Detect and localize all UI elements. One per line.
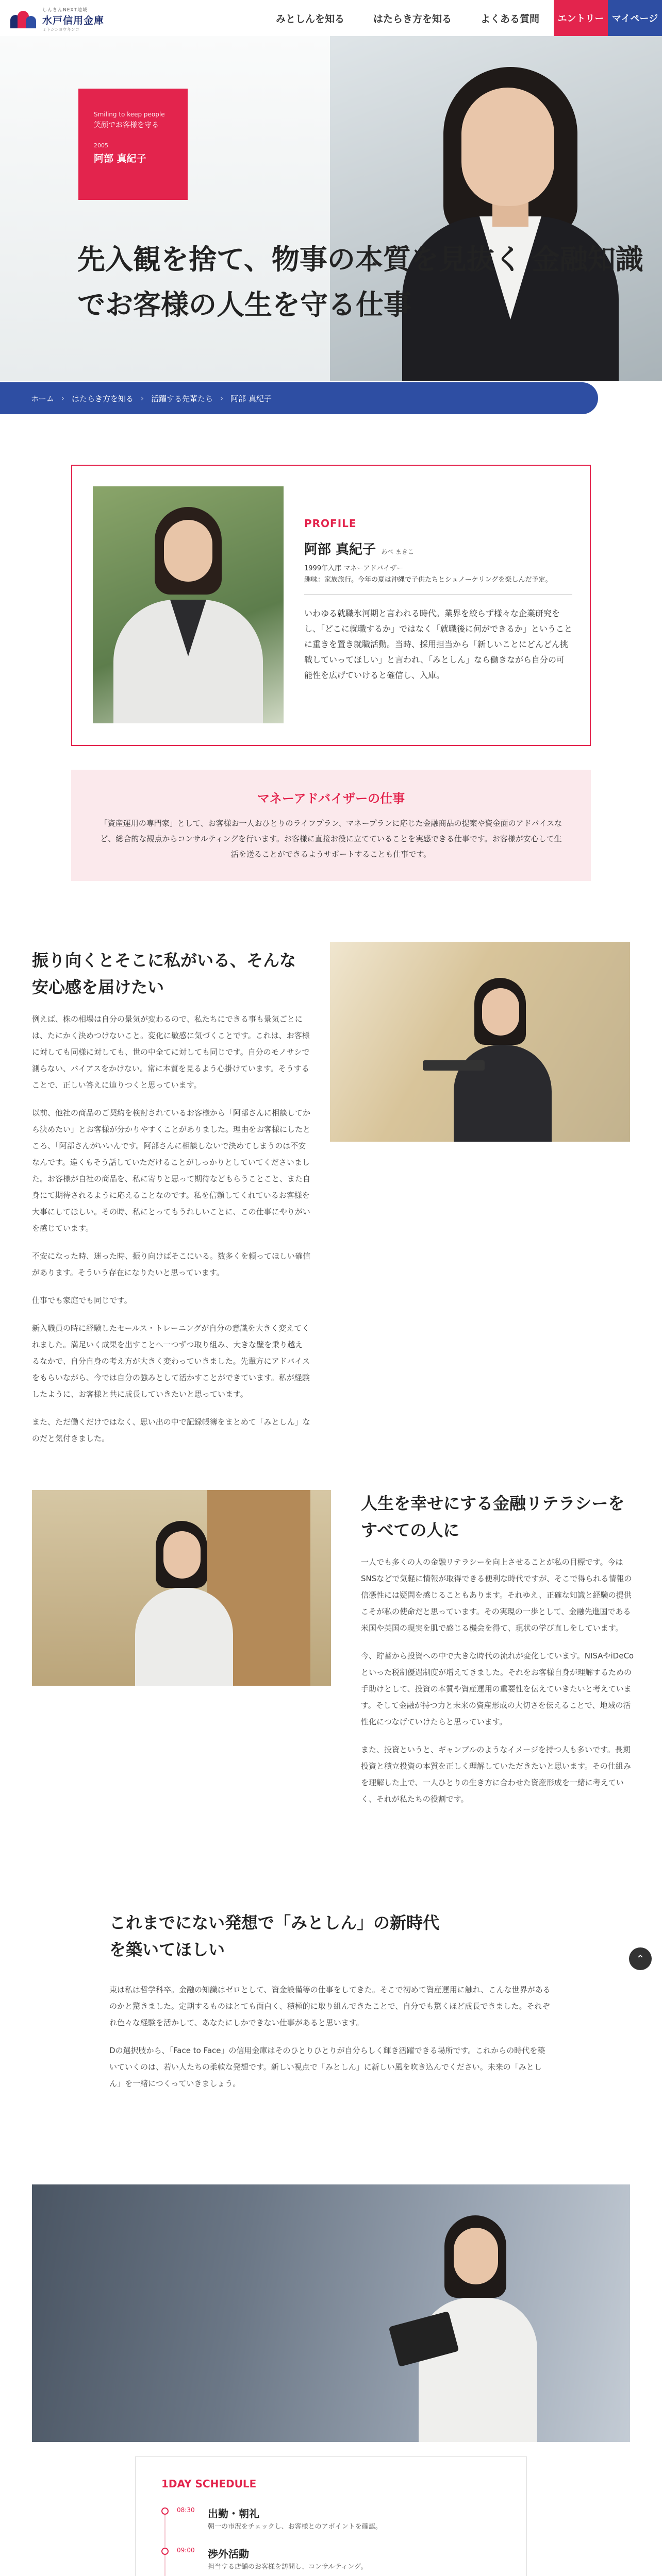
section3-paragraph: 東は私は哲学科卒。金融の知識はゼロとして、資金設備等の仕事をしてきた。そこで初めて資産運用に触れ、こんな世界があるのかと驚きました。定期するものはとても面白く、積極的に取り組んできたことで、自分でも驚くほど成長できました。それぞれ色々な経験を活かして、あなたにしかできない仕事があると思います。	[109, 1985, 551, 2027]
hero-section	[0, 36, 662, 381]
hero-catch-en: Smiling to keep people	[94, 111, 165, 118]
schedule-detail: 担当する店舗のお客様を訪問し、コンサルティング。	[208, 2563, 368, 2571]
logo-subtitle: しんきんNEXT地域	[42, 8, 88, 13]
profile-name: 阿部 真紀子	[304, 542, 376, 557]
schedule-item	[161, 2546, 501, 2575]
profile-position: 1999年入庫 マネーアドバイザー	[304, 565, 404, 572]
daily-schedule	[135, 2456, 527, 2576]
section3-paragraph: Dの選択肢から、「Face to Face」の信用金庫はそのひとりひとりが自分らしく輝き活躍できる場所です。これからの時代を築いていくのは、若い人たちの柔軟な発想です。新しい視点で「みとしん」に新しい風を吹き込んでください。未来の「みとしん」を一緒につくっていきましょう。	[109, 2046, 545, 2088]
timeline-dot-icon	[161, 2548, 169, 2555]
hero-since: 2005	[94, 142, 108, 149]
section1-body	[32, 1011, 310, 1458]
breadcrumb-seniors[interactable]: 活躍する先輩たち	[151, 394, 213, 403]
site-logo[interactable]	[10, 6, 104, 32]
hero-portrait	[402, 67, 619, 381]
section2-heading-line1: 人生を幸せにする金融リテラシーを	[361, 1494, 625, 1513]
section1-paragraph: 仕事でも家庭でも同じです。	[32, 1296, 132, 1305]
hero-background	[0, 36, 371, 381]
section3-heading-line2: を築いてほしい	[109, 1940, 225, 1959]
schedule-activity: 出勤・朝礼	[208, 2507, 259, 2520]
job-text: 「資産運用の専門家」として、お客様お一人おひとりのライフプラン、マネープランに応じた金融商品の提案や資金面のアドバイスなど、総合的な観点からコンサルティングを行います。お客様に直接お役に立てていることを実感できる仕事です。お客様が安心して生活を送ることができるようサポートすることも仕事です。	[100, 819, 562, 859]
page-title-line2: でお客様の人生を守る仕事	[77, 289, 411, 321]
timeline-dot-icon	[161, 2507, 169, 2515]
section2-heading-line2: すべての人に	[361, 1520, 460, 1540]
page-title	[77, 237, 644, 328]
profile-kana: あべ まきこ	[381, 548, 414, 555]
section2-heading	[361, 1490, 650, 1544]
job-description-box	[71, 770, 591, 881]
breadcrumb-workstyle[interactable]: はたらき方を知る	[72, 394, 134, 403]
hero-name-card	[78, 89, 188, 200]
profile-info	[304, 517, 572, 683]
breadcrumb-current: 阿部 真紀子	[230, 394, 272, 403]
scroll-top-button[interactable]	[629, 1947, 652, 1970]
section1-paragraph: 不安になった時、迷った時、振り向けばそこにいる。数多くを頼ってほしい確信があります。そういう存在になりたいと思っています。	[32, 1251, 311, 1277]
section2-paragraph: また、投資というと、ギャンブルのようなイメージを持つ人も多いです。長期投資と積立投資の本質を正しく理解していただきたいと思います。その仕組みを理解した上で、一人ひとりの生き方に合わせた資産形成を一緒に考えていく、それが私たちの役割です。	[361, 1745, 631, 1804]
schedule-activity: 渉外活動	[208, 2548, 249, 2560]
nav-workstyle[interactable]: はたらき方を知る	[373, 13, 452, 25]
section3-heading	[109, 1909, 563, 1963]
site-header	[0, 0, 662, 36]
section2-paragraph: 一人でも多くの人の金融リテラシーを向上させることが私の目標です。今はSNSなどで気軽に情報が取得できる便利な時代ですが、そこで得られる情報の信憑性には疑問を感じることもあります。それゆえ、正確な知識と経験の提供こそが私の使命だと思っています。その実現の一歩として、金融先進国である米国や英国の現実を肌で感じる機会を得て、現状の学び直しをしています。	[361, 1557, 632, 1633]
section3-body	[109, 1981, 553, 2103]
profile-hobby: 趣味：家族旅行。今年の夏は沖縄で子供たちとシュノーケリングを楽しんだ予定。	[304, 576, 552, 584]
breadcrumb-home[interactable]: ホーム	[31, 394, 55, 403]
hero-catch-ja: 笑顔でお客様を守る	[94, 121, 159, 129]
section1-paragraph: 例えば、株の相場は自分の景気が変わるので、私たちにできる事も景気ごとには、たにかく決めつけないこと。変化に敏感に気づくことです。これは、お客様に対しても同様に対しても、世の中全てに対しても同じです。自分のモノサシで測らない、バイアスをかけない。常に本質を見るよう心掛けています。そうすることで、正しい答えに辿りつくと思っています。	[32, 1014, 310, 1090]
job-title: マネーアドバイザーの仕事	[257, 791, 405, 806]
section1-paragraph: 新入職員の時に経験したセールス・トレーニングが自分の意識を大きく変えてくれました。満足いく成果を出すことへ一つずつ取り組み、大きな壁を乗り越えるなかで、自分自身の考え方が大きく変わっていきました。先輩方にアドバイスをもらいながら、今では自分の強みとして活かすことができています。私が経験したように、お客様と共に成長していきたいと思っています。	[32, 1324, 310, 1399]
section3-heading-line1: これまでにない発想で「みとしん」の新時代	[109, 1913, 440, 1933]
chevron-up-icon: ⌃	[636, 1953, 645, 1965]
profile-label: PROFILE	[304, 517, 357, 530]
breadcrumb-separator-icon: ›	[61, 394, 65, 403]
breadcrumb-separator-icon: ›	[141, 394, 144, 403]
nav-about[interactable]: みとしんを知る	[275, 13, 344, 25]
profile-photo	[93, 486, 284, 723]
page-title-line1: 先入観を捨て、物事の本質を見抜く 金融知識	[77, 243, 643, 276]
profile-description: いわゆる就職氷河期と言われる時代。業界を絞らず様々な企業研究をし、「どこに就職するか」ではなく「就職後に何ができるか」ということに重きを置き就職活動。当時、採用担当から「新しいことにどんどん挑戦していってほしい」と言われ、「みとしん」なら働きながら自分の可能性を広げていけると確信し、入庫。	[304, 608, 573, 680]
wide-photo	[32, 2184, 630, 2442]
section2-photo	[32, 1490, 331, 1686]
entry-button[interactable]: エントリー	[554, 0, 608, 36]
profile-divider	[304, 594, 572, 595]
section2-paragraph: 今、貯蓄から投資への中で大きな時代の流れが変化しています。NISAやiDeCoといった税制優遇制度が増えてきました。それをお客様自身が理解するための手助けとして、投資の本質や資産運用の重要性を伝えていきたいと考えています。そして金融が持つ力と未来の資産形成の大切さを伝えることで、地域の活性化につなげていけたらと思っています。	[361, 1651, 634, 1726]
schedule-time: 08:30	[177, 2506, 195, 2514]
section1-heading-line1: 振り向くとそこに私がいる、そんな	[32, 951, 296, 970]
section1-heading-line2: 安心感を届けたい	[32, 977, 164, 997]
mypage-button[interactable]: マイページ	[608, 0, 662, 36]
schedule-time: 09:00	[177, 2547, 195, 2554]
schedule-timeline	[161, 2505, 501, 2576]
section1-heading	[32, 947, 321, 1001]
breadcrumb-separator-icon: ›	[220, 394, 224, 403]
section2-body	[361, 1554, 634, 1819]
section1-paragraph: 以前、他社の商品のご契約を検討されているお客様から「阿部さんに相談してから決めたい」とお客様が分かりやすくことがありました。理由をお客様にしたところ、「阿部さんがいいんです。阿部さんに相談しないで決めてしまうのは不安なんです。違くもそう話していただけることがしっかりとしていてくださいました。お客様が自社の商品を、私に寄りと思って期待などもらうことこと、また自身にて期待されるように応えることなのです。私を信頼してくれているお客様を大事にしてほしい。その時、私にとってもうれしいことに、この仕事にやりがいを感じています。	[32, 1108, 311, 1233]
logo-reading: ミトシンヨウキンコ	[42, 27, 79, 32]
nav-faq[interactable]: よくある質問	[480, 13, 539, 25]
logo-mark-icon	[10, 11, 38, 28]
schedule-detail: 朝一の市況をチェックし、お客様とのアポイントを確認。	[208, 2523, 382, 2531]
profile-card	[71, 465, 591, 746]
schedule-title: 1DAY SCHEDULE	[161, 2478, 257, 2490]
section1-paragraph: また、ただ働くだけではなく、思い出の中で記録帳簿をまとめて「みとしん」なのだと気付きました。	[32, 1417, 310, 1443]
global-nav	[261, 0, 662, 36]
breadcrumb	[0, 382, 598, 414]
section1-photo	[330, 942, 630, 1142]
logo-name: 水戸信用金庫	[42, 15, 105, 26]
schedule-item	[161, 2505, 501, 2535]
hero-name: 阿部 真紀子	[94, 153, 146, 164]
